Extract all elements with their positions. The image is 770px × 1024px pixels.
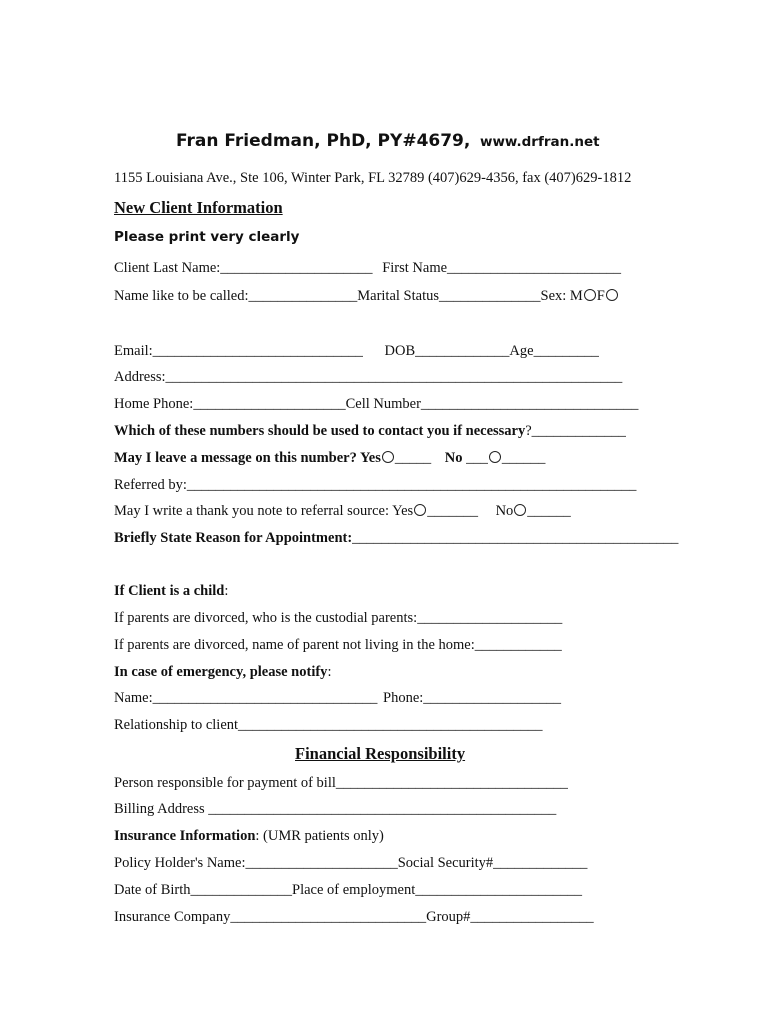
client-last-name-field[interactable]: Client Last Name:_____________________ xyxy=(114,260,373,276)
leave-message-no-radio[interactable] xyxy=(489,451,501,463)
policy-holder-row xyxy=(114,854,587,872)
reason-row xyxy=(114,529,678,547)
leave-message-no-label: No xyxy=(444,450,463,466)
sex-male-radio[interactable] xyxy=(584,289,596,301)
thank-you-no-radio[interactable] xyxy=(514,504,526,516)
email-row xyxy=(114,342,599,360)
marital-status-field[interactable]: Marital Status______________ xyxy=(357,288,541,304)
leave-message-question: May I leave a message on this number? Yes xyxy=(114,450,381,466)
thank-you-row xyxy=(114,502,571,520)
email-field[interactable]: Email:_____________________________ xyxy=(114,343,363,359)
social-security-field[interactable]: Social Security#_____________ xyxy=(397,855,588,871)
contact-number-question: Which of these numbers should be used to contact you if necessary xyxy=(114,423,526,439)
emergency-name-field[interactable]: Name:_______________________________ xyxy=(114,690,378,706)
name-called-field[interactable]: Name like to be called:_______________ xyxy=(114,288,358,304)
contact-number-field[interactable]: ?_____________ xyxy=(525,423,626,439)
group-number-field[interactable]: Group#_________________ xyxy=(426,909,594,925)
thank-you-question: May I write a thank you note to referral source: Yes xyxy=(114,503,414,519)
first-name-field[interactable]: First Name________________________ xyxy=(382,260,622,276)
practitioner-header xyxy=(176,132,600,151)
leave-message-yes-blank: _____ xyxy=(394,450,432,466)
insured-dob-field[interactable]: Date of Birth______________ xyxy=(114,882,293,898)
print-clearly-instruction: Please print very clearly xyxy=(114,229,300,245)
insurance-title xyxy=(114,827,384,845)
policy-holder-field[interactable]: Policy Holder's Name:_____________________ xyxy=(114,855,398,871)
emergency-contact-row xyxy=(114,689,561,707)
name-called-row xyxy=(114,287,619,305)
insurance-note: : (UMR patients only) xyxy=(255,828,384,844)
sex-label: Sex: M xyxy=(540,288,583,304)
home-phone-field[interactable]: Home Phone:_____________________ xyxy=(114,396,346,412)
cell-number-field[interactable]: Cell Number______________________________ xyxy=(345,396,639,412)
age-field[interactable]: Age_________ xyxy=(509,343,599,359)
reason-field[interactable]: _____________________________________________ xyxy=(352,530,679,546)
practitioner-name: Fran Friedman, PhD, PY#4679, xyxy=(176,131,471,151)
child-section-title-colon: : xyxy=(224,583,229,599)
practice-address: 1155 Louisiana Ave., Ste 106, Winter Park, FL 32789 (407)629-4356, fax (407)629-1812 xyxy=(114,170,632,186)
child-section-title-text: If Client is a child xyxy=(114,583,225,599)
place-of-employment-field[interactable]: Place of employment_______________________ xyxy=(292,882,582,898)
leave-message-row xyxy=(114,449,545,467)
dob-field[interactable]: DOB_____________ xyxy=(384,343,510,359)
thank-you-no-blank: ______ xyxy=(527,503,571,519)
child-section-title xyxy=(114,582,228,600)
client-last-name-row xyxy=(114,259,621,277)
emergency-phone-field[interactable]: Phone:___________________ xyxy=(383,690,562,706)
thank-you-yes-blank: _______ xyxy=(427,503,478,519)
billing-address-field[interactable]: Billing Address ________________________________________________ xyxy=(114,801,557,817)
sex-female-label: F xyxy=(596,288,605,304)
emergency-title-text: In case of emergency, please notify xyxy=(114,664,328,680)
reason-label: Briefly State Reason for Appointment: xyxy=(114,530,353,546)
contact-number-row xyxy=(114,422,626,440)
referred-by-field[interactable]: Referred by:______________________________________________________________ xyxy=(114,477,637,493)
leave-message-no-blank-b: ______ xyxy=(501,450,546,466)
payment-responsible-field[interactable]: Person responsible for payment of bill________________________________ xyxy=(114,775,568,791)
emergency-title-colon: : xyxy=(327,664,332,680)
insurance-title-text: Insurance Information xyxy=(114,828,256,844)
insured-dob-row xyxy=(114,881,582,899)
thank-you-no-label: No xyxy=(495,503,514,519)
relationship-field[interactable]: Relationship to client__________________________________________ xyxy=(114,717,543,733)
custodial-parent-field[interactable]: If parents are divorced, who is the custodial parents:____________________ xyxy=(114,610,563,626)
leave-message-yes-radio[interactable] xyxy=(382,451,394,463)
insurance-company-field[interactable]: Insurance Company___________________________ xyxy=(114,909,427,925)
financial-title: Financial Responsibility xyxy=(295,744,466,763)
sex-female-radio[interactable] xyxy=(606,289,618,301)
phone-row xyxy=(114,395,638,413)
website-link[interactable]: www.drfran.net xyxy=(479,134,600,150)
insurance-company-row xyxy=(114,908,594,926)
section-title-new-client: New Client Information xyxy=(114,198,283,217)
address-field[interactable]: Address:_______________________________________________________________ xyxy=(114,369,623,385)
emergency-title xyxy=(114,663,331,681)
parent-not-in-home-field[interactable]: If parents are divorced, name of parent not living in the home:____________ xyxy=(114,637,562,653)
leave-message-no-blank-a: ___ xyxy=(466,450,488,466)
thank-you-yes-radio[interactable] xyxy=(414,504,426,516)
